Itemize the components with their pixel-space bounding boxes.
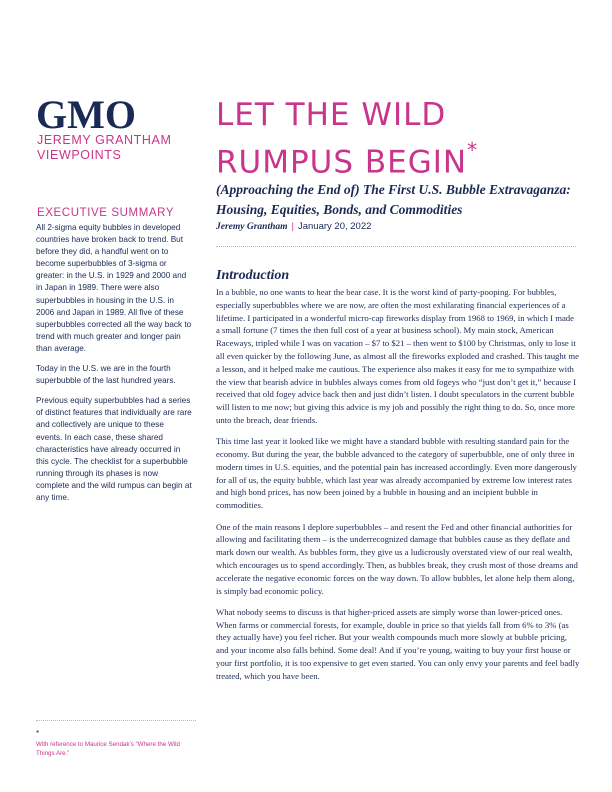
footnote-text: With reference to Maurice Sendak’s “Where the Wild Things Are.” — [36, 741, 180, 757]
footnote-divider — [36, 720, 196, 721]
title-line-1: LET THE WILD — [216, 97, 447, 133]
title-line-2-text: RUMPUS BEGIN — [216, 144, 468, 181]
body-paragraph-2: This time last year it looked like we might have a standard bubble with resulting standard pain for the economy. But during the year, the bubble advanced to the category of superbubble, one of only three in modern times in U.S. equities, and the potential pain has increased accordingly. Even more dangerously for all of us, the equity bubble, which last year was already accompanied by extreme low interest rates and high bond prices, has now been joined by a bubble in housing and an incipient bubble in commodities. — [216, 436, 577, 511]
introduction-heading: Introduction — [216, 268, 290, 283]
summary-paragraph-2: Today in the U.S. we are in the fourth superbubble of the last hundred years. — [36, 364, 176, 386]
header-divider — [216, 246, 576, 247]
footnote-mark: * — [36, 729, 40, 738]
article-subtitle: (Approaching the End of) The First U.S. Bubble Extravaganza: Housing, Equities, Bonds, and Commodities — [216, 182, 571, 217]
body-paragraph-4: What nobody seems to discuss is that higher-priced assets are simply worse than lower-priced ones. When farms or commercial forests, for example, double in price so that yields fall from 6% to 3% (as they actually have) you feel richer. But your wealth compounds much more slowly at bubble pricing, and your income also falls behind. Some deal! And if you’re young, waiting to buy your first house or your first portfolio, it is too expensive to get even started. You can only envy your parents and feel badly treated, which you have been. — [216, 606, 580, 681]
executive-summary-heading: EXECUTIVE SUMMARY — [37, 207, 175, 219]
series-line-2: VIEWPOINTS — [37, 148, 122, 162]
author-name: Jeremy Grantham — [216, 222, 288, 232]
byline — [216, 221, 371, 232]
summary-paragraph-3: Previous equity superbubbles had a series of distinct features that individually are rare and collectively are unique to these events. In each case, these shared characteristics have already occurred in this cycle. The checklist for a superbubble running through its phases is now complete and the wild rumpus can begin at any time. — [36, 396, 192, 502]
byline-separator: | — [291, 221, 294, 232]
gmo-logo: GMO — [36, 92, 136, 137]
body-paragraph-1: In a bubble, no one wants to hear the bear case. It is the worst kind of party-pooping. For bubbles, especially superbubbles where we are now, are often the most exhilarating financial experiences of a lifetime. I participated in a wonderful micro-cap fireworks display from 1968 to 1969, in which I made a small fortune (7 times the then full cost of a year at business school). My main stock, American Raceways, tripled while I was on vacation – $7 to $21 – then went to $100 by Christmas, only to lose it all even quicker by the following June, as almost all the fireworks exploded and crashed. This taught me a lesson, and it helped make me cautious. The experience also makes it easy for me to sympathize with the view that bearish advice in bubbles always comes from old fogeys who “just don’t get it,” because I received that old fogey advice back then and just didn’t listen. I doubt speculators in the current bubble will listen to me now; but giving this advice is my job and possibly the right thing to do. So, once more unto the breach, dear friends. — [216, 287, 579, 425]
title-footnote-mark: * — [467, 138, 479, 162]
body-paragraph-3: One of the main reasons I deplore superbubbles – and resent the Fed and other financial authorities for allowing and facilitating them – is the underrecognized damage that bubbles cause as they deflate and mark down our wealth. As bubbles form, they give us a ludicrously overstated view of our real wealth, which encourages us to spend accordingly. Then, as bubbles break, they crush most of those dreams and accelerate the negative economic forces on the way down. To allow bubbles, let alone help them along, is simply bad economic policy. — [216, 521, 578, 596]
series-name — [37, 133, 171, 163]
summary-paragraph-1: All 2-sigma equity bubbles in developed countries have broken back to trend. But before they did, a handful went on to become superbubbles of 3-sigma or greater: in the U.S. in 1929 and 2000 and in Japan in 1989. There were also superbubbles in housing in the U.S. in 2006 and Japan in 1989. All five of these superbubbles corrected all the way back to trend with much greater and longer pain than average. — [36, 223, 192, 353]
article-body — [216, 286, 580, 691]
title-line-2 — [216, 135, 478, 182]
publish-date: January 20, 2022 — [297, 221, 372, 232]
series-line-1: JEREMY GRANTHAM — [37, 133, 172, 147]
article-title — [216, 96, 478, 182]
executive-summary — [36, 222, 192, 512]
